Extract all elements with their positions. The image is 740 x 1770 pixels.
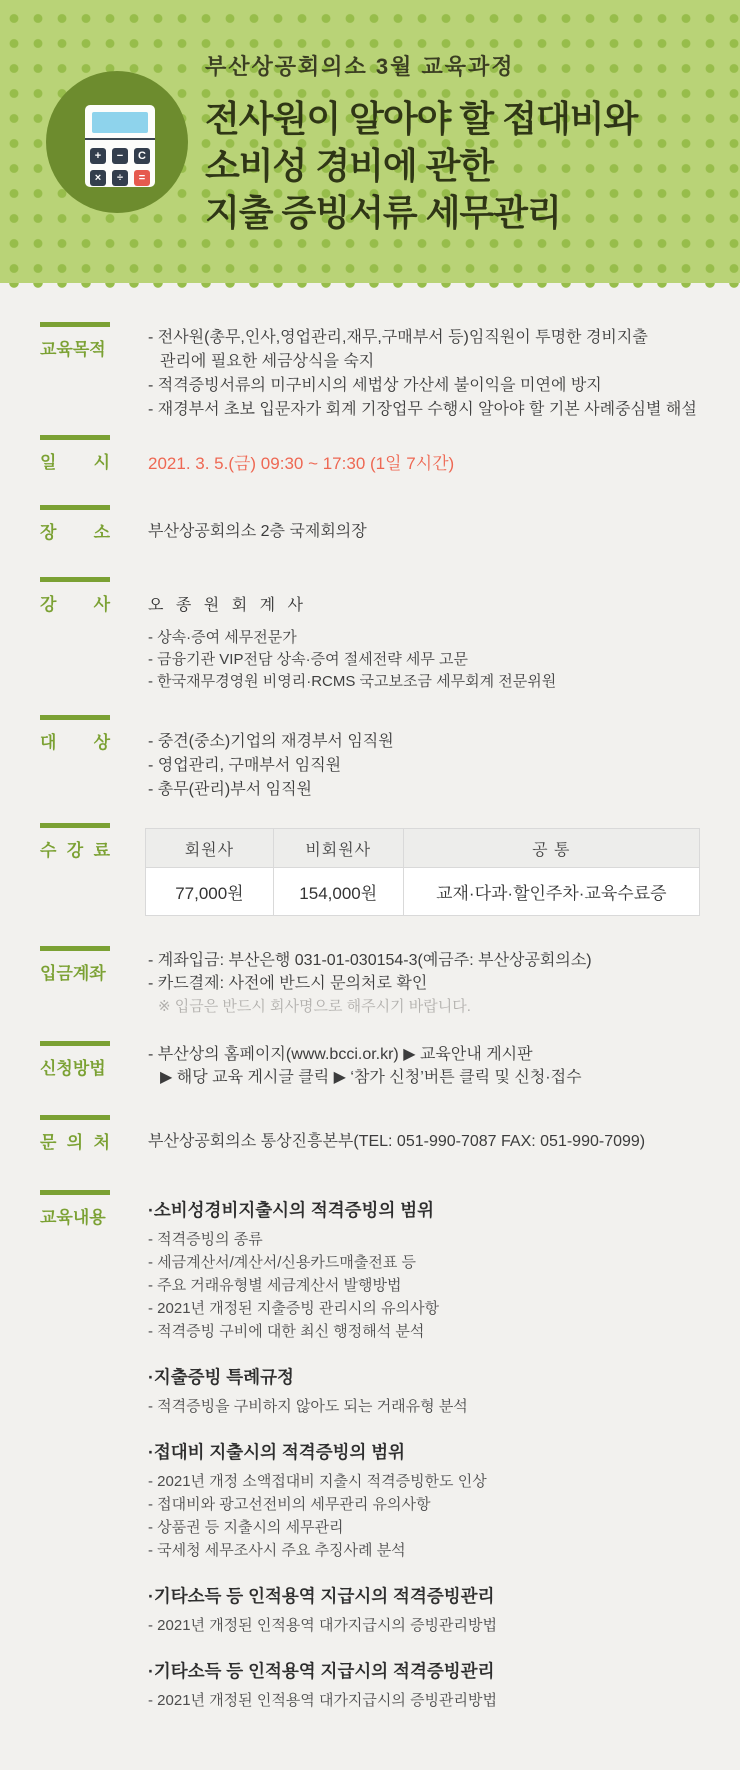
purpose-line: - 재경부서 초보 입문자가 회계 기장업무 수행시 알아야 할 기본 사례중심별 해설 <box>148 401 697 418</box>
curriculum-item: - 상품권 등 지출시의 세무관리 <box>148 1519 344 1536</box>
section-purpose <box>0 322 740 422</box>
section-curriculum <box>0 1190 740 1712</box>
course-title-line2: 소비성 경비에 관한 <box>205 145 494 186</box>
curriculum-heading: ·지출증빙 특례규정 <box>148 1367 294 1387</box>
calc-minus-key: − <box>112 148 128 164</box>
section-bar <box>40 577 110 582</box>
section-bar <box>40 322 110 327</box>
calc-clear-key: C <box>134 148 150 164</box>
fee-header-nonmember: 비회원사 <box>273 829 403 868</box>
section-label-target: 대 상 <box>40 733 110 752</box>
calculator-icon <box>85 105 155 187</box>
calc-plus-key: + <box>90 148 106 164</box>
curriculum-heading: ·기타소득 등 인적용역 지급시의 적격증빙관리 <box>148 1586 495 1606</box>
section-place <box>0 505 740 544</box>
curriculum-group <box>148 1197 704 1343</box>
section-bar <box>40 1115 110 1120</box>
purpose-line: 관리에 필요한 세금상식을 숙지 <box>160 353 375 370</box>
curriculum-item: - 적격증빙 구비에 대한 최신 행정해석 분석 <box>148 1323 425 1340</box>
section-label-place: 장 소 <box>40 523 110 542</box>
purpose-line: - 전사원(총무,인사,영업관리,재무,구매부서 등)임직원이 투명한 경비지출 <box>148 329 648 346</box>
header-banner <box>0 0 740 283</box>
instructor-credential: - 상속·증여 세무전문가 <box>148 629 297 646</box>
curriculum-group <box>148 1439 704 1562</box>
section-account <box>0 946 740 1018</box>
curriculum-item: - 2021년 개정된 인적용역 대가지급시의 증빙관리방법 <box>148 1692 498 1709</box>
curriculum-item: - 적격증빙의 종류 <box>148 1231 263 1248</box>
section-bar <box>40 823 110 828</box>
curriculum-item: - 2021년 개정 소액접대비 지출시 적격증빙한도 인상 <box>148 1473 487 1490</box>
section-apply <box>0 1041 740 1089</box>
fee-common-benefits: 교재·다과·할인주차·교육수료증 <box>403 868 699 916</box>
fee-value-row <box>146 868 700 916</box>
section-bar <box>40 435 110 440</box>
fee-header-member: 회원사 <box>146 829 274 868</box>
account-line: - 카드결제: 사전에 반드시 문의처로 확인 <box>148 975 428 992</box>
curriculum-group <box>148 1364 704 1418</box>
curriculum-group <box>148 1658 704 1712</box>
course-place-value: 부산상공회의소 2층 국제회의장 <box>148 523 367 540</box>
curriculum-item: - 주요 거래유형별 세금계산서 발행방법 <box>148 1277 402 1294</box>
section-bar <box>40 715 110 720</box>
fee-table <box>145 828 700 916</box>
section-label-curriculum: 교육내용 <box>40 1208 106 1227</box>
section-label-account: 입금계좌 <box>40 964 106 983</box>
contact-value: 부산상공회의소 통상진흥본부(TEL: 051-990-7087 FAX: 051-990-7099) <box>148 1133 646 1150</box>
course-title <box>205 95 725 236</box>
section-bar <box>40 1041 110 1046</box>
section-label-contact: 문 의 처 <box>40 1133 110 1152</box>
curriculum-group <box>148 1583 704 1637</box>
course-title-line1: 전사원이 알아야 할 접대비와 <box>205 98 638 139</box>
course-title-line3: 지출 증빙서류 세무관리 <box>205 192 561 233</box>
target-line: - 총무(관리)부서 임직원 <box>148 781 312 798</box>
curriculum-heading: ·기타소득 등 인적용역 지급시의 적격증빙관리 <box>148 1661 495 1681</box>
section-contact <box>0 1115 740 1154</box>
instructor-credential: - 금융기관 VIP전담 상속·증여 절세전략 세무 고문 <box>148 651 468 668</box>
section-bar <box>40 505 110 510</box>
course-eyebrow: 부산상공회의소 3월 교육과정 <box>205 54 515 79</box>
instructor-credential: - 한국재무경영원 비영리·RCMS 국고보조금 세무회계 전문위원 <box>148 673 557 690</box>
section-instructor <box>0 577 740 693</box>
section-label-apply: 신청방법 <box>40 1059 106 1078</box>
curriculum-item: - 2021년 개정된 인적용역 대가지급시의 증빙관리방법 <box>148 1617 498 1634</box>
curriculum-item: - 접대비와 광고선전비의 세무관리 유의사항 <box>148 1496 431 1513</box>
fee-header-row <box>146 829 700 868</box>
section-label-datetime: 일 시 <box>40 453 110 472</box>
curriculum-heading: ·소비성경비지출시의 적격증빙의 범위 <box>148 1200 435 1220</box>
target-line: - 영업관리, 구매부서 임직원 <box>148 757 342 774</box>
section-target <box>0 715 740 802</box>
section-datetime <box>0 435 740 476</box>
curriculum-heading: ·접대비 지출시의 적격증빙의 범위 <box>148 1442 406 1462</box>
calculator-badge <box>46 71 188 213</box>
section-bar <box>40 946 110 951</box>
calculator-screen <box>92 112 148 133</box>
fee-member-price: 77,000원 <box>146 868 274 916</box>
curriculum-item: - 2021년 개정된 지출증빙 관리시의 유의사항 <box>148 1300 440 1317</box>
target-line: - 중견(중소)기업의 재경부서 임직원 <box>148 733 394 750</box>
section-label-fee: 수 강 료 <box>40 841 110 860</box>
section-fee <box>0 823 740 916</box>
calc-equals-key: = <box>134 170 150 186</box>
apply-line: - 부산상의 홈페이지(www.bcci.or.kr) ▶ 교육안내 게시판 <box>148 1046 533 1063</box>
calculator-divider <box>85 138 155 140</box>
course-date-value: 2021. 3. 5.(금) 09:30 ~ 17:30 (1일 7시간) <box>148 454 455 473</box>
fee-nonmember-price: 154,000원 <box>273 868 403 916</box>
curriculum-item: - 적격증빙을 구비하지 않아도 되는 거래유형 분석 <box>148 1398 468 1415</box>
calc-multiply-key: × <box>90 170 106 186</box>
account-line: - 계좌입금: 부산은행 031-01-030154-3(예금주: 부산상공회의소) <box>148 952 592 969</box>
instructor-name: 오 종 원 회 계 사 <box>148 597 307 614</box>
section-label-instructor: 강 사 <box>40 595 110 614</box>
fee-header-common: 공 통 <box>403 829 699 868</box>
calc-divide-key: ÷ <box>112 170 128 186</box>
apply-line: ▶ 해당 교육 게시글 클릭 ▶ ‘참가 신청’버튼 클릭 및 신청·접수 <box>160 1069 582 1086</box>
scallop-edge <box>0 283 740 289</box>
section-bar <box>40 1190 110 1195</box>
section-label-purpose: 교육목적 <box>40 340 106 359</box>
account-note: ※ 입금은 반드시 회사명으로 해주시기 바랍니다. <box>158 998 471 1015</box>
curriculum-item: - 세금계산서/계산서/신용카드매출전표 등 <box>148 1254 416 1271</box>
purpose-line: - 적격증빙서류의 미구비시의 세법상 가산세 불이익을 미연에 방지 <box>148 377 602 394</box>
curriculum-item: - 국세청 세무조사시 주요 추징사례 분석 <box>148 1542 406 1559</box>
